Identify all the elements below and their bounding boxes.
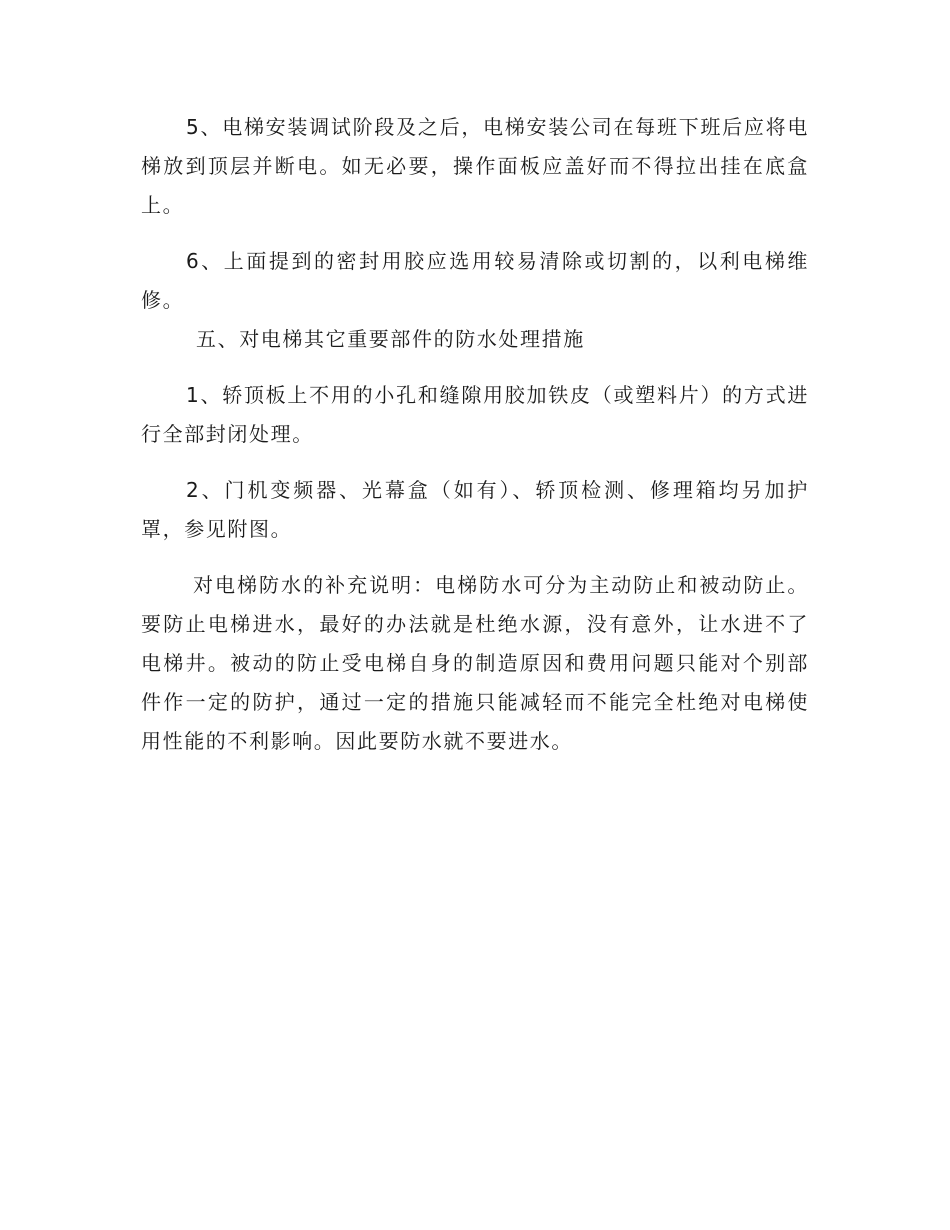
section-heading: 五、对电梯其它重要部件的防水处理措施 bbox=[196, 327, 585, 351]
supplement-paragraph: 对电梯防水的补充说明：电梯防水可分为主动防止和被动防止。要防止电梯进水，最好的办法就是杜绝水源，没有意外，让水进不了电梯井。被动的防止受电梯自身的制造原因和费用问题只能对个别部件作一定的防护，通过一定的措施只能减轻而不能完全杜绝对电梯使用性能的不利影响。因此要防水就不要进水。 bbox=[141, 573, 809, 753]
section-item-2: 2、门机变频器、光幕盒（如有）、轿顶检测、修理箱均另加护罩，参见附图。 bbox=[141, 478, 809, 541]
paragraph-item-5: 5、电梯安装调试阶段及之后，电梯安装公司在每班下班后应将电梯放到顶层并断电。如无必要，操作面板应盖好而不得拉出挂在底盒上。 bbox=[141, 115, 809, 217]
section-item-1: 1、轿顶板上不用的小孔和缝隙用胶加铁皮（或塑料片）的方式进行全部封闭处理。 bbox=[141, 383, 809, 446]
document-body bbox=[141, 108, 809, 761]
paragraph-item-6: 6、上面提到的密封用胶应选用较易清除或切割的，以利电梯维修。 bbox=[141, 249, 809, 312]
